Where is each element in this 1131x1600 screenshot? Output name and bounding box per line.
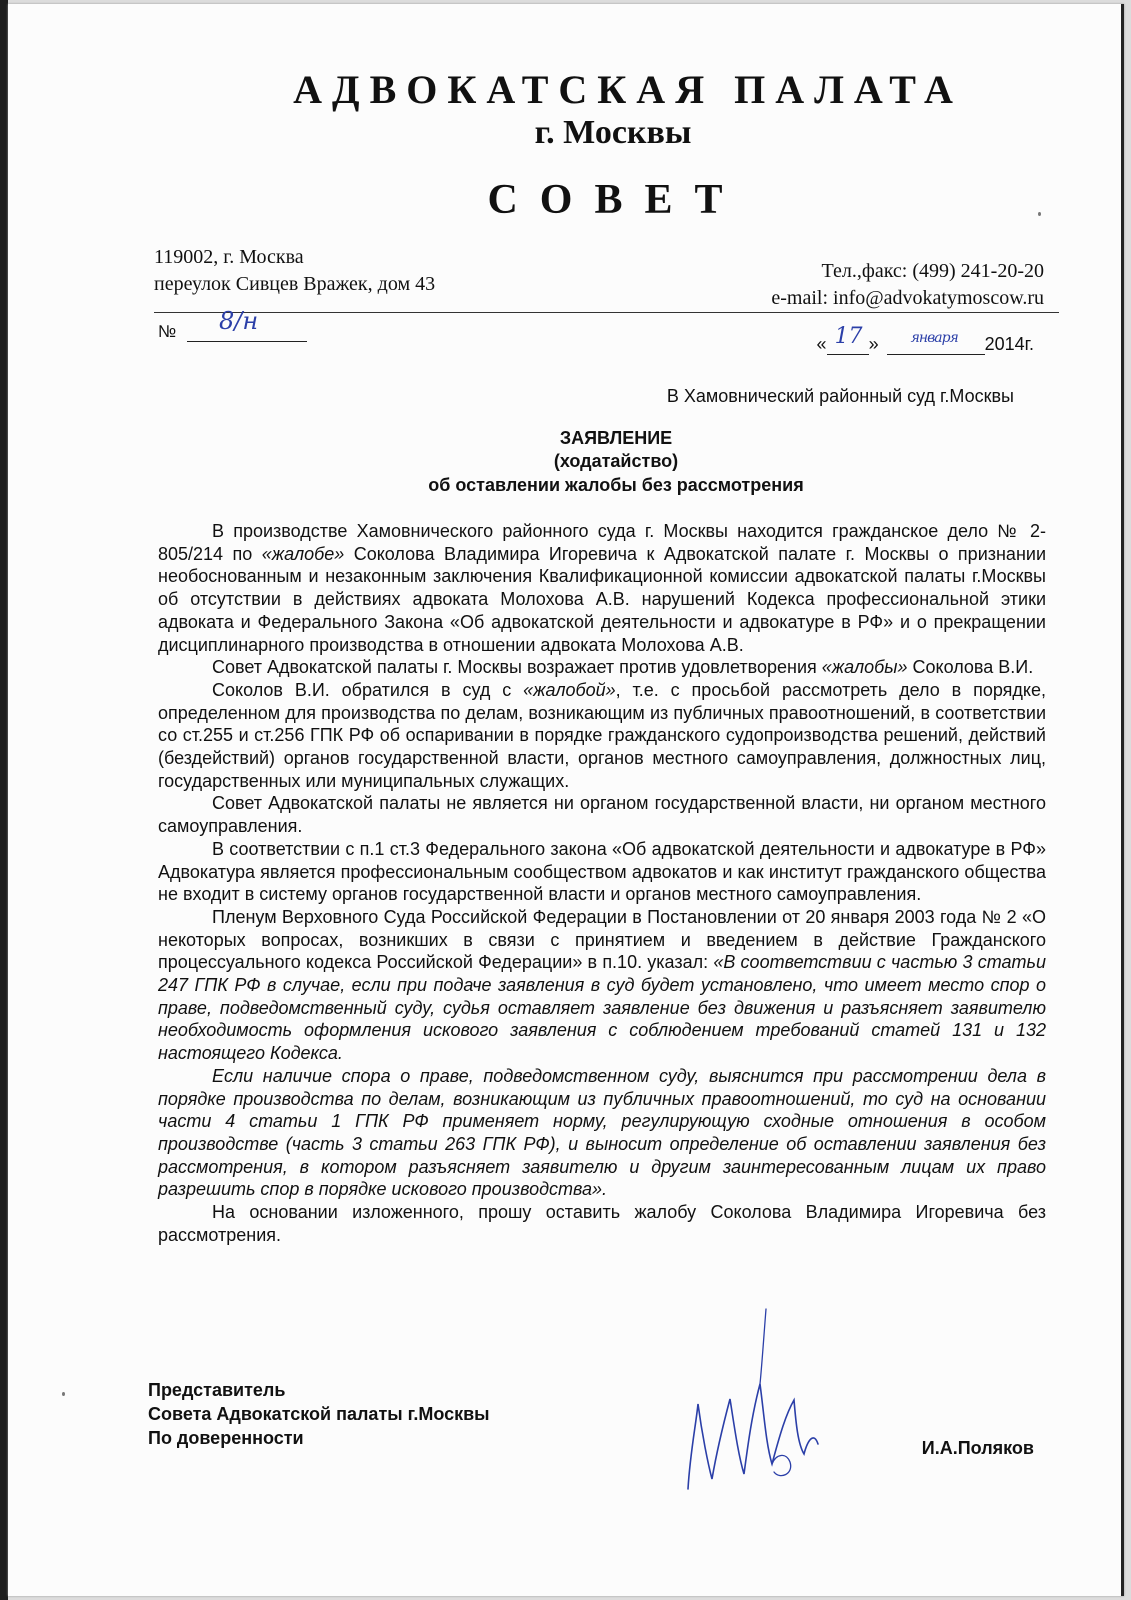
document-number xyxy=(158,307,307,342)
document-title: ЗАЯВЛЕНИЕ xyxy=(559,428,673,448)
date-month-field xyxy=(887,330,985,355)
scan-speck xyxy=(1038,212,1041,216)
document-date xyxy=(816,324,1034,355)
paragraph-1: В производстве Хамовнического районного суда г. Москвы находится гражданское дело № 2-805/214 по «жалобе» Соколова Владимира Игоревича к Адвокатской палате г. Москвы о признании необоснованным и незаконным заключения Квалификационной комиссии адвокатской палаты г.Москвы об отсутствии в действиях адвоката Молохова А.В. нарушений Кодекса профессиональной этики адвоката и Федерального Закона «Об адвокатской деятельности и адвокатуре в РФ» и о прекращении дисциплинарного производства в отношении адвоката Молохова А.В. xyxy=(158,521,1046,655)
paragraph-7: Если наличие спора о праве, подведомственном суду, выяснится при рассмотрении дела в порядке производства по делам, возникающим из публичных правоотношений, то суд на основании части 4 статьи 1 ГПК РФ применяет норму, регулирующую сходные отношения в особом производстве (часть 3 статьи 263 ГПК РФ), и выносит определение об оставлении заявления без рассмотрения, в котором разъясняет заявителю и другим заинтересованным лицам их право разрешить спор в порядке искового производства». xyxy=(158,1065,1046,1200)
letterhead-divider xyxy=(154,312,1059,313)
date-day-field xyxy=(827,324,869,355)
paragraph-5: В соответствии с п.1 ст.3 Федерального закона «Об адвокатской деятельности и адвокатуре в РФ» Адвокатура является профессиональным сообществом адвокатов и как институт гражданского общества не входит в систему органов государственной власти и органов местного самоуправления. xyxy=(158,838,1046,905)
date-open-quote: « xyxy=(816,334,827,354)
signatory-line-1: Представитель xyxy=(148,1380,286,1400)
paragraph-2: Совет Адвокатской палаты г. Москвы возражает против удовлетворения «жалобы» Соколова В.И. xyxy=(212,657,1034,678)
scan-speck xyxy=(62,1392,65,1396)
document-body xyxy=(158,520,1046,1247)
paragraph-6: Пленум Верховного Суда Российской Федерации в Постановлении от 20 января 2003 года № 2 «О некоторых вопросах, возникших в связи с принятием и введением в действие Гражданского процессуального кодекса Российской Федерации» в п.10. указал: «В соответствии с частью 3 статьи 247 ГПК РФ в случае, если при подаче заявления в суд будет установлено, что имеет место спор о праве, подведомственный суду, судья оставляет заявление без движения и разъясняет заявителю необходимость оформления искового заявления с соблюдением требований статей 131 и 132 настоящего Кодекса. xyxy=(158,906,1047,1064)
letterhead-council: СОВЕТ xyxy=(487,177,745,223)
handwritten-number: 8/н xyxy=(218,307,259,335)
paragraph-4: Совет Адвокатской палаты не является ни органом государственной власти, ни органом местного самоуправления. xyxy=(158,793,1046,837)
letterhead-address xyxy=(154,244,435,298)
paragraph-3: Соколов В.И. обратился в суд с «жалобой», т.е. с просьбой рассмотреть дело в порядке, определенном для производства по делам, возникающим из публичных правоотношений, в соответствии со ст.255 и ст.256 ГПК РФ об оспаривании в порядке гражданского судопроизводства решений, действий (бездействий) органов государственной власти, органов местного самоуправления, должностных лиц, государственных или муниципальных служащих. xyxy=(158,679,1046,791)
handwritten-signature xyxy=(668,1304,838,1514)
handwritten-month: января xyxy=(910,330,958,346)
document-page xyxy=(8,4,1124,1596)
date-close-quote: » xyxy=(868,334,879,354)
handwritten-day: 17 xyxy=(834,324,863,349)
signatory-title xyxy=(148,1378,490,1450)
document-subtitle: (ходатайство) xyxy=(553,451,679,471)
date-year: 2014г. xyxy=(984,334,1034,354)
signatory-line-2: Совета Адвокатской палаты г.Москвы xyxy=(148,1404,490,1424)
scan-edge xyxy=(0,0,8,1600)
signatory-name: И.А.Поляков xyxy=(921,1438,1034,1458)
signatory-line-3: По доверенности xyxy=(148,1428,304,1448)
letterhead-org-name: АДВОКАТСКАЯ ПАЛАТА xyxy=(293,67,963,112)
letterhead-city: г. Москвы xyxy=(534,114,692,151)
phone-fax: Тел.,факс: (499) 241-20-20 xyxy=(821,260,1044,282)
number-field xyxy=(187,307,307,342)
letterhead-contacts xyxy=(771,258,1044,312)
addressee: В Хамовнический районный суд г.Москвы xyxy=(666,386,1014,406)
number-label: № xyxy=(158,322,177,341)
email: e-mail: info@advokatymoscow.ru xyxy=(771,287,1044,309)
address-line-1: 119002, г. Москва xyxy=(154,246,304,268)
document-subject: об оставлении жалобы без рассмотрения xyxy=(428,475,804,495)
address-line-2: переулок Сивцев Вражек, дом 43 xyxy=(154,273,436,295)
paragraph-8: На основании изложенного, прошу оставить жалобу Соколова Владимира Игоревича без рассмотрения. xyxy=(158,1202,1046,1245)
